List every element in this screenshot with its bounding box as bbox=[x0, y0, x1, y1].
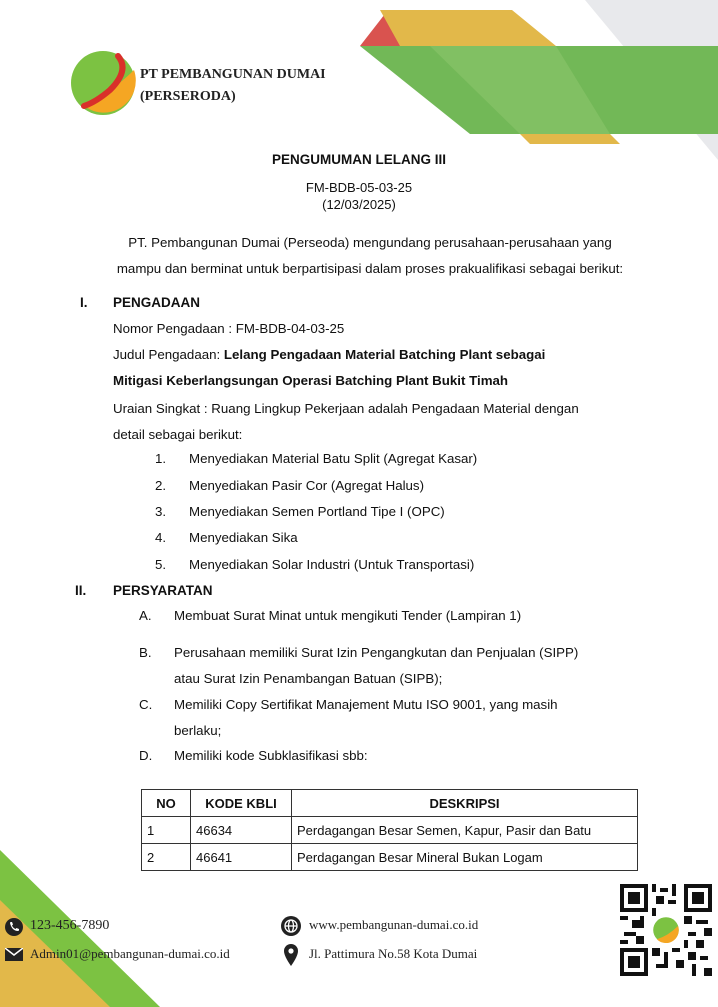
procurement-title bbox=[113, 342, 545, 368]
intro-paragraph bbox=[60, 230, 680, 282]
scope-num: 1. bbox=[155, 451, 167, 466]
procurement-title-cont: Mitigasi Keberlangsungan Operasi Batching Plant Bukit Timah bbox=[113, 373, 509, 388]
procurement-number: Nomor Pengadaan : FM-BDB-04-03-25 bbox=[113, 321, 345, 336]
requirement-letter: A. bbox=[139, 608, 152, 623]
cell-kode: 46641 bbox=[191, 844, 292, 871]
scope-item: Menyediakan Semen Portland Tipe I (OPC) bbox=[189, 504, 445, 519]
cell-no: 2 bbox=[142, 844, 191, 871]
summary-line: Uraian Singkat : Ruang Lingkup Pekerjaan adalah Pengadaan Material dengan bbox=[113, 401, 579, 416]
document-date: (12/03/2025) bbox=[322, 197, 396, 212]
footer-website: www.pembangunan-dumai.co.id bbox=[309, 917, 479, 932]
intro-line: PT. Pembangunan Dumai (Perseoda) mengundang perusahaan-perusahaan yang bbox=[128, 235, 612, 250]
globe-icon bbox=[281, 916, 301, 936]
scope-item: Menyediakan Solar Industri (Untuk Transportasi) bbox=[189, 557, 475, 572]
scope-item: Menyediakan Sika bbox=[189, 530, 298, 545]
scope-num: 5. bbox=[155, 557, 167, 572]
phone-icon bbox=[5, 918, 23, 936]
document-title: PENGUMUMAN LELANG III bbox=[272, 152, 446, 167]
table-header-row bbox=[142, 790, 638, 817]
intro-line: mampu dan berminat untuk berpartisipasi dalam proses prakualifikasi sebagai berikut: bbox=[116, 261, 624, 276]
requirement-item: Perusahaan memiliki Surat Izin Pengangkutan dan Penjualan (SIPP) bbox=[174, 645, 579, 660]
requirement-item-cont: atau Surat Izin Penambangan Batuan (SIPB); bbox=[174, 671, 443, 686]
col-header-no: NO bbox=[142, 790, 191, 817]
scope-item: Menyediakan Pasir Cor (Agregat Halus) bbox=[189, 478, 425, 493]
requirement-letter: B. bbox=[139, 645, 152, 660]
requirement-letter: C. bbox=[139, 697, 153, 712]
col-header-deskripsi: DESKRIPSI bbox=[292, 790, 638, 817]
company-name-line1: PT PEMBANGUNAN DUMAI bbox=[140, 67, 326, 82]
document-code-block bbox=[0, 179, 718, 213]
requirement-item-cont: berlaku; bbox=[174, 723, 222, 738]
scope-num: 3. bbox=[155, 504, 167, 519]
form-code: FM-BDB-05-03-25 bbox=[305, 180, 413, 195]
section-title: PERSYARATAN bbox=[113, 583, 213, 598]
section-numeral: II. bbox=[75, 583, 87, 598]
col-header-kode: KODE KBLI bbox=[191, 790, 292, 817]
section-numeral: I. bbox=[80, 295, 88, 310]
summary-line: detail sebagai berikut: bbox=[113, 427, 243, 442]
scope-num: 4. bbox=[155, 530, 167, 545]
qr-code bbox=[620, 884, 712, 976]
email-icon bbox=[5, 948, 23, 961]
footer-phone: 123-456-7890 bbox=[30, 918, 110, 933]
scope-item: Menyediakan Material Batu Split (Agregat Kasar) bbox=[189, 451, 478, 466]
table-row bbox=[142, 817, 638, 844]
location-pin-icon bbox=[284, 944, 298, 966]
cell-deskripsi: Perdagangan Besar Mineral Bukan Logam bbox=[292, 844, 638, 871]
company-logo bbox=[70, 50, 136, 116]
cell-kode: 46634 bbox=[191, 817, 292, 844]
procurement-title-label: Judul Pengadaan: bbox=[113, 347, 224, 362]
company-name bbox=[140, 64, 326, 108]
footer-email: Admin01@pembangunan-dumai.co.id bbox=[30, 946, 230, 961]
company-name-line2: (PERSERODA) bbox=[140, 89, 236, 104]
cell-deskripsi: Perdagangan Besar Semen, Kapur, Pasir dan Batu bbox=[292, 817, 638, 844]
footer-address: Jl. Pattimura No.58 Kota Dumai bbox=[309, 946, 478, 961]
cell-no: 1 bbox=[142, 817, 191, 844]
requirement-item: Membuat Surat Minat untuk mengikuti Tender (Lampiran 1) bbox=[174, 608, 522, 623]
requirement-item: Memiliki kode Subklasifikasi sbb: bbox=[174, 748, 368, 763]
requirement-letter: D. bbox=[139, 748, 153, 763]
procurement-title-value: Lelang Pengadaan Material Batching Plant sebagai bbox=[223, 347, 546, 362]
table-row bbox=[142, 844, 638, 871]
requirement-item: Memiliki Copy Sertifikat Manajement Mutu ISO 9001, yang masih bbox=[174, 697, 558, 712]
scope-num: 2. bbox=[155, 478, 167, 493]
kbli-table bbox=[141, 789, 638, 871]
section-title: PENGADAAN bbox=[113, 295, 201, 310]
